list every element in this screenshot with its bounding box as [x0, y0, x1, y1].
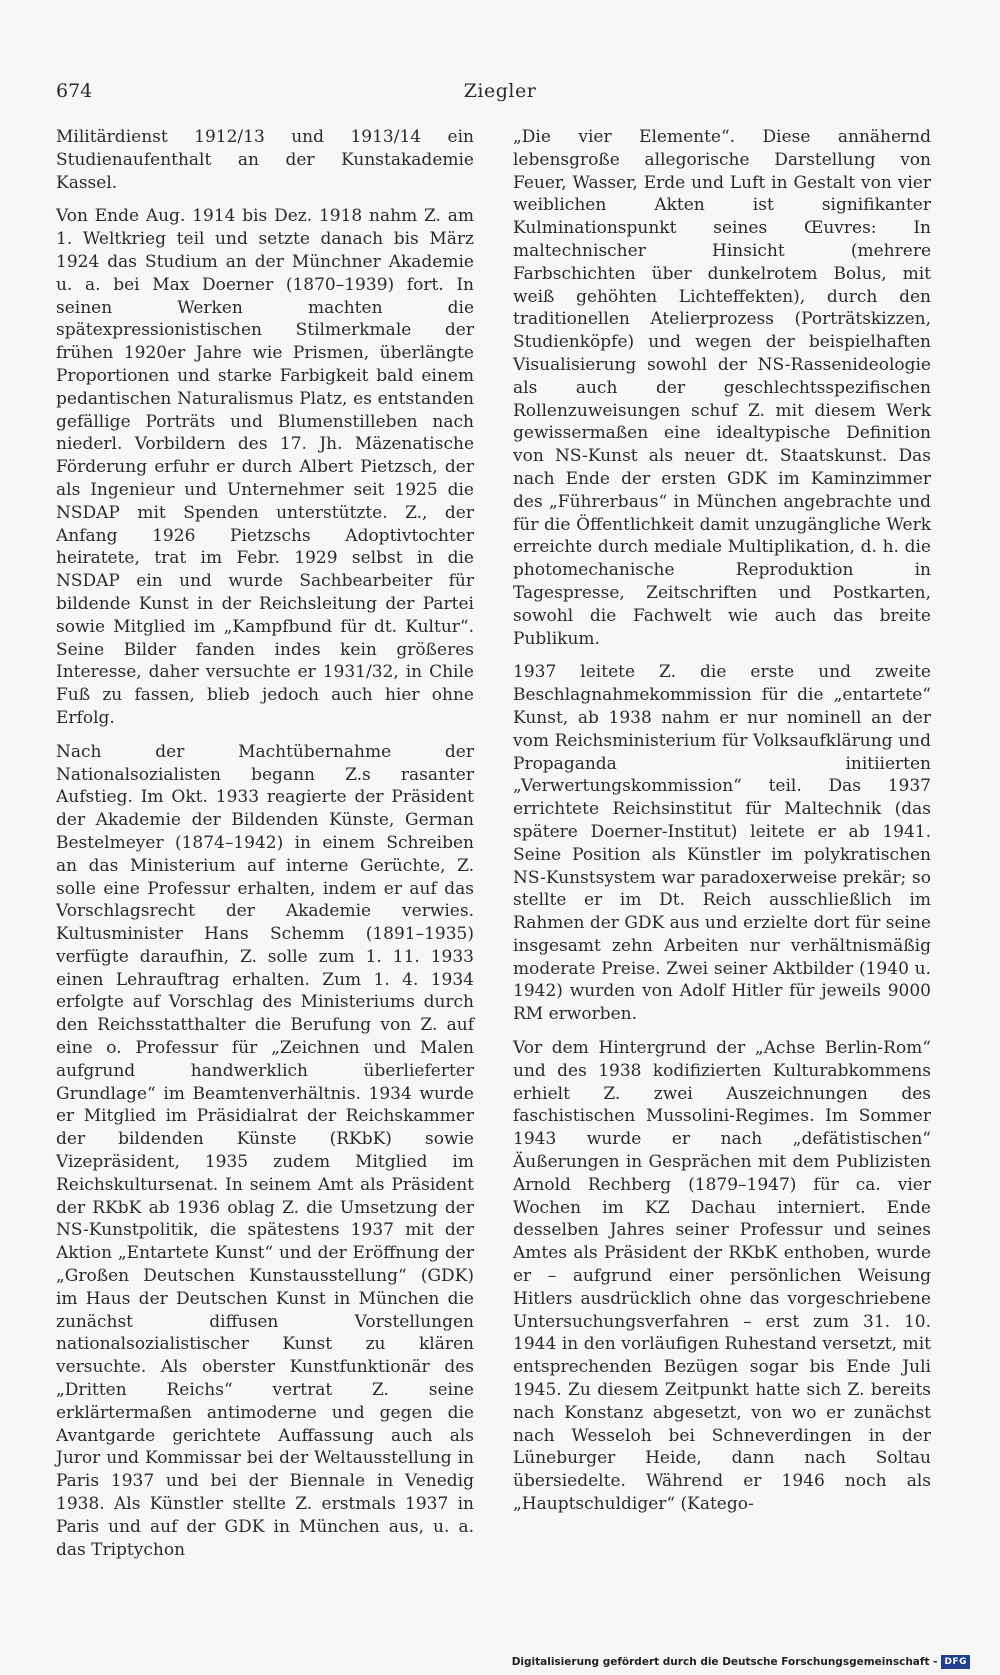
page-number: 674 [56, 80, 93, 102]
digitization-credit [512, 1655, 970, 1669]
left-column [56, 126, 474, 1572]
paragraph: Nach der Machtübernahme der Nationalsozialisten begann Z.s rasanter Aufstieg. Im Okt. 1933 reagierte der Präsident der Akademie der Bildenden Künste, German Bestelmeyer (1874–1942) in einem Schreiben an das Ministerium auf interne Gerüchte, Z. solle eine Professur erhalten, indem er auf das Vorschlagsrecht der Akademie verwies. Kultusminister Hans Schemm (1891–1935) verfügte daraufhin, Z. solle zum 1. 11. 1933 einen Lehrauftrag erhalten. Zum 1. 4. 1934 erfolgte auf Vorschlag des Ministeriums durch den Reichsstatthalter die Berufung von Z. auf eine o. Professur für „Zeichnen und Malen aufgrund handwerklich überlieferter Grundlage“ im Beamtenverhältnis. 1934 wurde er Mitglied im Präsidialrat der Reichskammer der bildenden Künste (RKbK) sowie Vizepräsident, 1935 zudem Mitglied im Reichskultursenat. In seinem Amt als Präsident der RKbK ab 1936 oblag Z. die Umsetzung der NS-Kunstpolitik, die spätestens 1937 mit der Aktion „Entartete Kunst“ und der Eröffnung der „Großen Deutschen Kunstausstellung“ (GDK) im Haus der Deutschen Kunst in München die zunächst diffusen Vorstellungen nationalsozialistischer Kunst zu klären versuchte. Als oberster Kunstfunktionär des „Dritten Reichs“ vertrat Z. seine erklärtermaßen antimoderne und gegen die Avantgarde gerichtete Auffassung auch als Juror und Kommissar bei der Weltausstellung in Paris 1937 und bei der Biennale in Venedig 1938. Als Künstler stellte Z. erstmals 1937 in Paris und auf der GDK in München aus, u. a. das Triptychon [56, 741, 474, 1560]
paragraph: „Die vier Elemente“. Diese annähernd lebensgroße allegorische Darstellung von Feuer, Wasser, Erde und Luft in Gestalt von vier weiblichen Akten ist signifikanter Kulminationspunkt seines Œuvres: In maltechnischer Hinsicht (mehrere Farbschichten über dunkelrotem Bolus, mit weiß gehöhten Lichteffekten), durch den traditionellen Atelierprozess (Porträtskizzen, Studienköpfe) und wegen der beispielhaften Visualisierung sowohl der NS-Rassenideologie als auch der geschlechtsspezifischen Rollenzuweisungen schuf Z. mit diesem Werk gewissermaßen eine idealtypische Definition von NS-Kunst als neuer dt. Staatskunst. Das nach Ende der ersten GDK im Kaminzimmer des „Führerbaus“ in München angebrachte und für die Öffentlichkeit damit unzugängliche Werk erreichte durch mediale Multiplikation, d. h. die photomechanische Reproduktion in Tagespresse, Zeitschriften und Postkarten, sowohl die Fachwelt wie auch das breite Publikum. [513, 127, 931, 649]
running-head: Ziegler [463, 80, 537, 102]
paragraph: 1937 leitete Z. die erste und zweite Beschlagnahmekommission für die „entartete“ Kunst, ab 1938 nahm er nur nominell an der vom Reichsministerium für Volksaufklärung und Propaganda initiierten „Verwertungskommission“ teil. Das 1937 errichtete Reichsinstitut für Maltechnik (das spätere Doerner-Institut) leitete er ab 1941. Seine Position als Künstler im polykratischen NS-Kunstsystem war paradoxerweise prekär; so stellte er im Dt. Reich ausschließlich im Rahmen der GDK aus und erzielte dort für seine insgesamt zehn Arbeiten nur verhältnismäßig moderate Preise. Zwei seiner Aktbilder (1940 u. 1942) wurden von Adolf Hitler für jeweils 9000 RM erworben. [513, 662, 931, 1025]
paragraph: Militärdienst 1912/13 und 1913/14 ein Studienaufenthalt an der Kunstakademie Kassel. [56, 127, 474, 193]
paragraph: Von Ende Aug. 1914 bis Dez. 1918 nahm Z. am 1. Weltkrieg teil und setzte danach bis März 1924 das Studium an der Münchner Akademie u. a. bei Max Doerner (1870–1939) fort. In seinen Werken machten die spätexpressionistischen Stilmerkmale der frühen 1920er Jahre wie Prismen, überlängte Proportionen und starke Farbigkeit bald einem pedantischen Naturalismus Platz, es entstanden gefällige Porträts und Blumenstilleben nach niederl. Vorbildern des 17. Jh. Mäzenatische Förderung erfuhr er durch Albert Pietzsch, der als Ingenieur und Unternehmer seit 1925 die NSDAP mit Spenden unterstützte. Z., der Anfang 1926 Pietzschs Adoptivtochter heiratete, trat im Febr. 1929 selbst in die NSDAP ein und wurde Sachbearbeiter für bildende Kunst in der Reichsleitung der Partei sowie Mitglied im „Kampfbund für dt. Kultur“. Seine Bilder fanden indes kein größeres Interesse, daher versuchte er 1931/32, in Chile Fuß zu fassen, blieb jedoch auch hier ohne Erfolg. [56, 206, 474, 728]
dfg-logo: DFG [941, 1655, 970, 1669]
credit-text: Digitalisierung gefördert durch die Deutsche Forschungsgemeinschaft - [511, 1656, 938, 1668]
paragraph: Vor dem Hintergrund der „Achse Berlin-Rom“ und des 1938 kodifizierten Kulturabkommens erhielt Z. zwei Auszeichnungen des faschistischen Mussolini-Regimes. Im Sommer 1943 wurde er nach „defätistischen“ Äußerungen in Gesprächen mit dem Publizisten Arnold Rechberg (1879–1947) für ca. vier Wochen im KZ Dachau interniert. Ende desselben Jahres seiner Professur und seines Amtes als Präsident der RKbK enthoben, wurde er – aufgrund einer persönlichen Weisung Hitlers ausdrücklich ohne das vorgeschriebene Untersuchungsverfahren – erst zum 31. 10. 1944 in den vorläufigen Ruhestand versetzt, mit entsprechenden Bezügen sogar bis Ende Juli 1945. Zu diesem Zeitpunkt hatte sich Z. bereits nach Konstanz abgesetzt, von wo er zunächst nach Wesseloh bei Schneverdingen in der Lüneburger Heide, dann nach Soltau übersiedelte. Während er 1946 noch als „Hauptschuldiger“ (Katego- [513, 1038, 931, 1515]
right-column [513, 126, 931, 1527]
